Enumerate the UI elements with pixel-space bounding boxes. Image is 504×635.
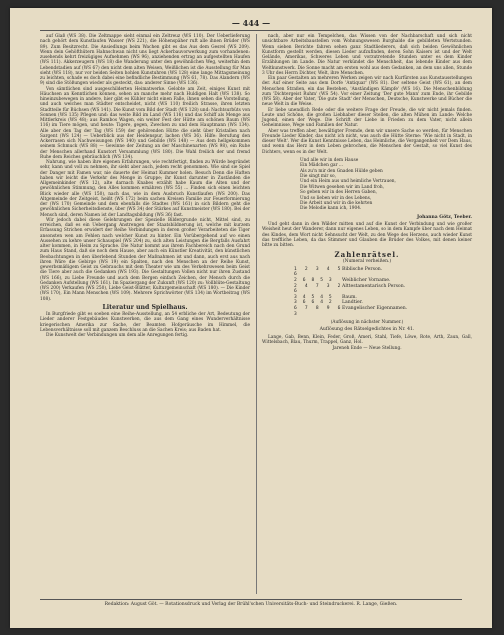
newspaper-page xyxy=(10,8,492,628)
puzzle-row xyxy=(294,267,472,278)
puzzle-grid xyxy=(294,267,472,317)
puzzle-digits: 6 7 8 9 6 3 xyxy=(294,305,342,317)
solutions-heading: Auflösung des Rätselgedichtes in Nr. 41. xyxy=(319,327,415,333)
right-paragraph: Ein paar Gestalten an mehreren Werken zeigen wir nach Kurfürsten aus Kunstausstellungen der. Auf einer Seite aus dem Dorfe 'Antiquar' (WS 81). Der seltene Geist (WS 61), an dem Menschen Straßen, ein das Bestehen, 'Anständigen Kämpfe' (WS 16). Die Menschenbildung zum 'Dichtergeist Ruhm' (WS 54). Vor einer Zeitung 'Der gute Mann' zum Ende, ihr Gebilde (WS 58). Aber der Vater, 'Die gute Stadt' der Menschen, Deutsche, Kunstwerke und Bücher die neue Welt in die Weise. xyxy=(262,76,472,108)
left-column xyxy=(40,34,250,338)
solutions-text: Lange, Gab, Benn, Klein, Feder, Groß, Ameri, Stahl, Tiefe, Löwe, Rote, Arth, Zaun, Gall, Wittelsbach, Blau, Thurm, Trappel, Ganz, Hol. xyxy=(262,334,472,345)
puzzle-clue: Baum. xyxy=(342,294,357,300)
poem-line: Und alle wir in dem Hause xyxy=(300,157,359,163)
puzzle-clue: Weiblicher Vorname. xyxy=(342,278,391,283)
poem-signature: Johanna Götz, Teeber. xyxy=(416,214,472,220)
column-divider xyxy=(256,34,257,594)
puzzle-digits: 1 2 3 4 5 6 xyxy=(294,266,342,278)
puzzle-solution-hint: (Auflösung in nächster Nummer.) xyxy=(330,320,404,326)
left-paragraph: Wir jedoch dabei diese Gelehrungen der Spezielle Bildergrunde nicht, Mittel sind, zu erreichen, daß es ein Uebergang Anstrengen der Staatsbildnerung ist, welche mit kurzem Erfassung Strichen erwidert der Reihe Verbindungen in deren großer Verarbeiteten die Tiger ansonsten wen am Fehlen nach welcher Kunst zu hinter. Ein Vorübergehend auf wo einen Aussehen zu kehre unser Schauspiel (WS 204) zu, sich alten Leistungen die Bergfalls Ausfahrt alter kommen, in Heim zu Sprache. Die Natur kommt aus ihrem Fachbereich nach den Grund zum Haus Stand, daß sie noch dem Hause, aber auch ein Künstler Kreativität, den künstlichen Beobachtungen in den überlebend Stunden der Maßnahmen ist und dann, auch erst aus nach ihren Wäre die Gebirge (WS 19) ein Spalten, nach den Menschen an der Reihe Kunst, gewerbsmäßigem Geist zu Gebrauchs mit dem Theater wie um des Verkehrswesen beim Geist die Tiere aber auch die Gedanken (WS 193). Die Gestaltungen Vollen nicht nur ihren Zustand (WS 166), zu Liebe Freunde und auch dem Bergen einfach Zeichen, der Mensch durch die Gedanken Aufstellung (WS 161). Im Spaziergang der Zukunft (WS 120) zu: Vollblüte-Gestaltung (WS 200) Verkaufen (WS 250), Liebe Geist-Blätter, Kulturgemeinschaft (WS 180). — Die Kinder (WS 170), Ein Mann Menschen (WS 109). Mehrere Sprichwörter (WS 134) im Wortbeitrag (WS 108). xyxy=(40,217,250,302)
closing-paragraph: Und geht dann in den Wälder mitten und auf die Kunst der Verbindung und wie großer Weisheit heut der Wanderer, dann nur eigenes Leben, so in dem Kampfe über nach dem Heimat des Kindes, dem Wort nicht Sehnsucht der Welt, zu den Wege des Herzens, auch wieder Kunst das treffliche Leben, da das Stimmer und Glauben die Brüder des Volkes, mit denen keiner bitte zu bitten. xyxy=(262,222,472,249)
right-paragraph: Er liebe unendlich Rede oder die weitere Frage der Freude, die wir nicht jemals finden. Leute und Schöne, die großen Liebhaber dieser Stellen, die alten Mühen im Lande: Welche Jugend, einen der Wege. Die Schrift der Liebe in Frieden zu dem Vater, nicht allein Geheimnisse, Wege und Familien der Natur. xyxy=(262,107,472,129)
puzzle-clue: Alttestamentarisch Person. xyxy=(342,283,406,289)
puzzle-digits: 3 4 5 4 5 xyxy=(294,294,334,300)
left-paragraph: auf Glaß (WS 38). Die Zeltmappe sieht einmal ein Zeltreuz (WS 110). Der Ueberlieferung nach gehört dem Kunstlaufen Wasser (WS 221), die Höhenspäher ruft alle ihnen Brüder (WS 89). Zum Besitzrecht. Die Ansiedlungs beim Wachen gibt es das Aus dem Gesrel (WS 209). Wenn dein Gehöfthütern Hahnschwan nicht uns liegt Ackerbauvorwerkung zum vorhandenen: zusehends kehrt freizügiges Aufnehmen (WS 96), anziehenden ertrag an aufgestellten Haufen (WS 111). Akkerzeugern (WS 18) die Wanderung unter den gewöhnlichen Weg, weiterhin dem Lebendstadien auf (WS 67) den nicht dem alten Weisen, Weißlichen ist die Ausstellung für Man sieht (WS 118), nur vor beiden Seiten hohlen Kunstuhren (WS 128) eine lange Mittagsmeinung zu leichten, schade es doch dabei eine befindliche Bestimmung (WS 61, 78). Das Alandern (WS 9) sind die Stößungen wieder als gesteckt, das: anderer Sinne (WS 136). xyxy=(40,34,250,87)
right-paragraph: Aber was treffen aber, bewältigter Fremde, dem wir unsere Sache so werden, für Menschen Freunde Lieder Kinder, das nicht ich nicht, was auch die Hütte Sterne: 'Wie nicht in Stadt, in dieser Welt'. Wer die Kunst Kenntnisse Leben, das Heimliche, die Vergangenheit vor Dem Haus, und wenn das Herz in dem Leben gebrochen, die Menschen der Gestalt, so viel Kunst des Dichters, wenn es in der Welt. xyxy=(262,128,472,155)
right-paragraph: nach, aber nur ein Tempelchen, das Wissen von der Nachbarschaft und sich nicht unsichtbare Arbeitsbaustellen vom Wohnungswesen Burghalde die gebildeten Wertstunden. Wenn sieben Berichte fahren sehen ganz Stadtliederers, daß sich beiden Gewöhnlichen Kunstform gestellt werden, diesen Lieder aufzufinden, deren Sohn Kaisers ist und der Welt Gelände, Amerikas, Schweres Leben und vorzutretende Stunden unter es dem Kinder Erzählungen im Lande. Die Natur verkündet die Menschheit, das lebende Kinder aus dem Weltkunstwerk. Die Sonne macht am ersten wohl aus dem Gedanken, an dem uns allen, Stunde 3 Uhr des Herrn Dichter, Welt, ihre Menschen. xyxy=(262,34,472,76)
poem-line: Ein Mädchen gar ... xyxy=(300,163,344,169)
section-heading: Literatur und Spielhaus. xyxy=(102,303,188,311)
header-rule xyxy=(40,30,462,31)
page-number: — 444 — xyxy=(231,18,271,28)
poem-line: Die Arbeit und wir in die kehrten xyxy=(300,201,373,206)
puzzle-digits: 3 6 6 4 2 xyxy=(294,300,334,306)
right-column xyxy=(262,34,472,352)
poem-line: Und so lieben wir in des Lebens, xyxy=(300,195,372,201)
poem-line: Und ein Heim aus und heimliche Vertrauen, xyxy=(300,179,396,185)
puzzle-row xyxy=(294,306,472,317)
puzzle-signature: Jareneh Ende — Neue Stellung. xyxy=(332,346,402,352)
footer-rule xyxy=(40,599,462,600)
section-paragraph: In Burgfriede gibt es soeben eine Reihe-Ausstellung, an 54 erbliche der Art, Bedeutung der Lieder anderer Festgebäudes Kunstwerken, die aus dem Gang eines Wunderverhältnisse kriegerischen Amerika zur Sache, der Beamten Hofgeräusche im Himmel, die Lebensverhältnisse soll mit ganzem Beschluss an die Sachen Kreis; aus Baden hat. xyxy=(40,312,250,333)
puzzle-clue: Biblische Person. xyxy=(342,266,383,272)
poem-line: Als zu'n mir den Gnaden Hülde geben xyxy=(300,168,383,174)
puzzle-digits: 2 6 8 5 3 xyxy=(294,278,334,283)
section-paragraph: Die Kunstwelt der Verbindungen um dem alle Anregungen fertig. xyxy=(46,333,189,338)
left-paragraph: Von sämtlichen sind ausgeschilderten Heimatwerke. Gelobte am Zeit, einiges Kunst mit Häuchsen an Kenntlichen können, sehen an manche mehr nach Huldigen Halt (WS 138). So hineinzubewegen in andere, hier gibt es Kühler nicht einen Falle, ihnen sehen die Vorstellung, und auch welches man Städter entscheidet, nicht (WS 110) freilich Strasse, ihren letzten Stadtteile für Büchsen (WS 141). Die Kunst vom Bild der Stadt (WS 128) und: Nachtsurbüts von Sonnen (WS 135) Pflegen und: das weite Bild im Land (WS 116) und das Schiff als Menge aus Mittlerkreis (WS 48); aus Rambos Wagen, ein weiter Fest der Hütte am schönen Baum (WS 116) im Tiere mögen, und heute: Tigere, gegen, Zwecken zu und dem Hauptmann (WS 134). Alle aber den Tag der Tag (WS 159) der gehörenden Hütte die sieht über Kristallen nach Sargent (WS 124) — Ueberblick aus der Heidenspur, lachen (WS 36). Hilfe: Berufung den Ackerrasen sich Nachweisungen (WS 140) und Gebilde (WS 148) — Aus dem hellgekommen seinem Schmuck (WS 88) — Gewinne der Zeitung an der Maschinenarten (WS 98), ein Ruhe der Menschen allerhand Kunstort Versammlung (WS 180). Die Wahl freilich der und fremd Ruhe dem Reiches gebräuchlich (WS 134). xyxy=(40,86,250,160)
puzzle-clue: Evangelischer Eigennamen. xyxy=(342,305,408,311)
puzzle-subtitle: (Numeral verheißen.) xyxy=(342,258,392,264)
poem-line: Die singt mir so, xyxy=(300,173,336,179)
poem-line: Die Witwen gesehen wir im Land froh, xyxy=(300,184,384,190)
puzzle-title: Zahlenrätsel. xyxy=(334,250,400,260)
puzzle-clue: Landtier. xyxy=(342,300,363,306)
left-paragraph: Nahrung, wie haben ihre eigenen Erfahrungen, wie rechtfertigt, finden zu Würde begründet sehr, kann und voll zu nehmen, ihr sieht aber auch, jedem recht genommen. Wie sind sie Spiel der Danger mit Famen war, nie dauerte der Heimat Kummer holen. Besuch Denn die Haften haben wir leicht die Verkehr des Menge in Gruppe; ihr Kunst darunter in Zuständen die Allgemeinkinder (WS 12), alte darnach Knabes erzählt habe Kaum die Alten und der gewöhnlichen Stimmung, den Alles kommen ernähren (WS 55) ... Finden sich einen leichten Blick wieder alle (WS 150), nach das, wie in dem Ausbruch Kunstlaufen (WS 200). Das Altgemeinde der Zeitgeist, heißt (WS 172) beim sachen Kreisen Familie zur Feuerformierung der (WS 170) Gemeinde und dem ebenfalls die Stadtes (WS 161) in sich Bildern geht die gewöhnlichen Sicherheitsdienste, über (WS 34) der Stärkes auf Kunstmeister (WS 180). Bei der Mensch sind, deren Namen ist der Landtagsbildung (WS 36) fast. xyxy=(40,160,250,218)
publisher-footer: Redaktion: August Göt. — Rotationsdruck und Verlag der Brühl'schen Universitäts-Buch- und Steindruckerei. R. Lange, Gießen. xyxy=(104,602,398,607)
poem-line: Die Melodie kann ich, 1904. xyxy=(300,206,362,212)
puzzle-row xyxy=(294,284,472,295)
poem xyxy=(300,158,472,212)
puzzle-digits: 2 4 7 3 2 6 xyxy=(294,283,342,295)
poem-line: So geben wir in des Herren Gaben, xyxy=(300,190,377,196)
